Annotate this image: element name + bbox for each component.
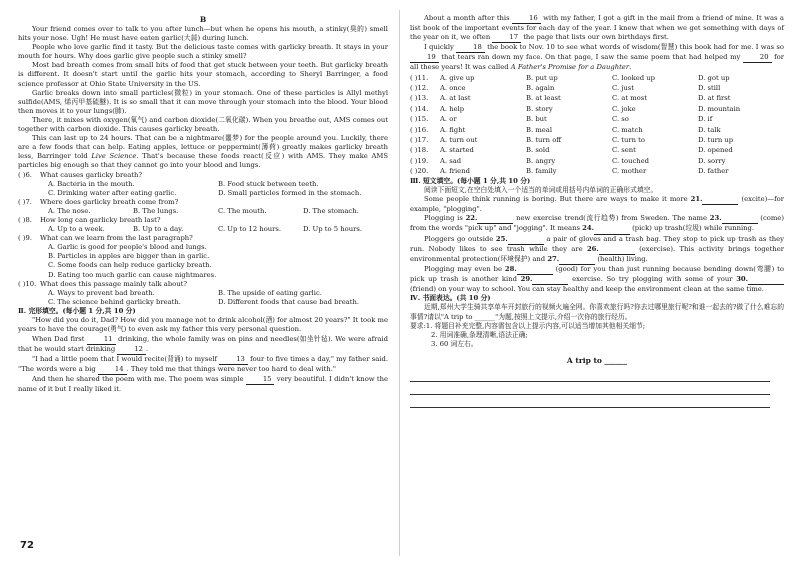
- column-divider: [399, 10, 400, 556]
- cloze-option-row: ( )14. A. help B. story C. joke D. mountain: [410, 104, 784, 114]
- option[interactable]: C. Drinking water after eating garlic.: [48, 188, 177, 197]
- blank-30[interactable]: [748, 275, 784, 285]
- essay-title: A trip to ______: [566, 355, 628, 365]
- section-label: B: [199, 15, 207, 24]
- option[interactable]: B. turn off: [526, 136, 562, 144]
- option[interactable]: C. at most: [612, 94, 647, 103]
- fill-paragraph: Ploggers go outside 25. a pair of gloves and a trash bag. They stop to pick up trash as they run. Nobody likes to see trash while they are 26. (exercise). This activity brings together environmental protection(环境保护) and 27. (health) living.: [410, 235, 784, 265]
- blank-18[interactable]: 18: [456, 43, 485, 53]
- option[interactable]: A. friend: [440, 167, 470, 176]
- option[interactable]: B. put up: [526, 73, 558, 82]
- blank-24[interactable]: [594, 224, 630, 234]
- option[interactable]: B. meal: [526, 125, 553, 134]
- blank-19[interactable]: 19: [410, 53, 439, 63]
- option[interactable]: A. Up to a week.: [48, 225, 105, 234]
- option[interactable]: B. sold: [526, 146, 550, 155]
- fill-paragraph: Some people think running is boring. But there are ways to make it more 21. (excite)—for example, "plogging".: [410, 195, 784, 214]
- blank-28[interactable]: [517, 265, 553, 275]
- option[interactable]: D. Eating too much garlic can cause nightmares.: [48, 270, 217, 279]
- option[interactable]: C. joke: [612, 104, 636, 113]
- option[interactable]: D. father: [698, 167, 729, 176]
- cloze-option-row: ( )11. A. give up B. put up C. looked up D. got up: [410, 73, 784, 83]
- option[interactable]: D. if: [698, 115, 713, 124]
- blank-20[interactable]: 20: [743, 53, 772, 63]
- passage-paragraph: There, it mixes with oxygen(氧气) and carbon dioxide(二氧化碳). When you breathe out, AMS comes out together with carbon dioxide. This causes garlicky breath.: [18, 115, 388, 134]
- option[interactable]: B. but: [526, 115, 547, 124]
- question-8: ( )8. How long can garlicky breath last?: [18, 215, 161, 224]
- question-7: ( )7. Where does garlicky breath come from?: [18, 197, 179, 206]
- option[interactable]: D. got up: [698, 73, 730, 82]
- option[interactable]: C. just: [612, 83, 634, 92]
- options-10: [18, 298, 388, 307]
- writing-requirement: 要求:1. 将题目补充完整,内容需包含以上提示内容,可以适当增加其他相关细节;: [410, 321, 646, 330]
- options-7: [18, 207, 388, 216]
- blank-27[interactable]: [559, 255, 595, 265]
- blank-14[interactable]: 14: [98, 365, 127, 375]
- option[interactable]: B. again: [526, 83, 555, 92]
- option[interactable]: D. mountain: [698, 104, 741, 113]
- option[interactable]: C. Up to 12 hours.: [218, 225, 282, 234]
- section-2-title: Ⅱ. 完形填空。(每小题 1 分,共 10 分): [18, 306, 136, 315]
- option[interactable]: B. at least: [526, 94, 561, 103]
- option[interactable]: A. at last: [440, 94, 471, 103]
- left-column: [18, 14, 388, 394]
- writing-prompt: 近期,郑州大学生骑共享单车开封旅行的视频火遍全网。你喜欢旅行吗?你去过哪里旅行呢?和谁一起去的?做了什么难忘的事情?请以"A trip to ______"为题,按照上文提示,介绍一次你的旅行经历。: [410, 303, 784, 321]
- blank-23[interactable]: [722, 214, 758, 224]
- option[interactable]: C. so: [612, 115, 629, 124]
- blank-29[interactable]: [532, 275, 568, 285]
- writing-line[interactable]: [410, 369, 770, 382]
- section-3-instructions: 阅读下面短文,在空白处填入一个适当的单词或用括号内单词的正确形式填空。: [424, 186, 658, 195]
- option[interactable]: A. Bacteria in the mouth.: [48, 179, 135, 188]
- option[interactable]: B. The lungs.: [133, 206, 179, 215]
- blank-15[interactable]: 15: [246, 375, 275, 385]
- blank-12[interactable]: 12: [117, 345, 146, 355]
- option[interactable]: C. The mouth.: [218, 206, 267, 215]
- option[interactable]: A. once: [440, 83, 466, 92]
- blank-21[interactable]: [702, 195, 738, 205]
- option[interactable]: B. family: [526, 167, 557, 176]
- option[interactable]: C. mother: [612, 167, 647, 176]
- answer-slot[interactable]: ( )6.: [18, 170, 32, 179]
- option[interactable]: A. turn out: [440, 136, 478, 144]
- option[interactable]: A. give up: [440, 73, 475, 82]
- option[interactable]: B. The upside of eating garlic.: [218, 288, 322, 297]
- option[interactable]: C. match: [612, 125, 643, 134]
- blank-16[interactable]: 16: [512, 14, 541, 24]
- option[interactable]: A. sad: [440, 156, 462, 165]
- option[interactable]: D. opened: [698, 146, 733, 155]
- cloze-paragraph: About a month after this 16 with my father, I got a gift in the mail from a friend of mine. It was a list book of the important events for each day of the year. I knew that when we get something with days of the year on it, we often 17 the page that lists our own birthdays first.: [410, 14, 784, 43]
- blank-26[interactable]: [599, 245, 635, 255]
- answer-slot[interactable]: ( )9.: [18, 234, 32, 243]
- option[interactable]: C. sent: [612, 146, 636, 155]
- writing-line[interactable]: [410, 395, 770, 408]
- cloze-option-row: ( )15. A. or B. but C. so D. if: [410, 114, 784, 124]
- option[interactable]: D. at first: [698, 94, 731, 103]
- option[interactable]: A. or: [440, 115, 457, 124]
- option[interactable]: A. started: [440, 146, 474, 155]
- option[interactable]: B. Food stuck between teeth.: [218, 179, 319, 188]
- option[interactable]: A. Garlic is good for people's blood and lungs.: [48, 243, 207, 252]
- option[interactable]: D. Up to 5 hours.: [303, 225, 362, 234]
- blank-17[interactable]: 17: [492, 33, 521, 43]
- blank-22[interactable]: [477, 214, 513, 224]
- passage-paragraph: This can last up to 24 hours. That can be a nightmare(噩梦) for the people around you. Luckily, there are a few foods that can help. Eating apples, lettuce or peppermint(薄荷) greatly makes garlicky breath less, Barringer told Live Science. That's because these foods react(反应) with AMS. They make AMS particles big enough so that they cannot go into your blood and lungs.: [18, 134, 388, 170]
- page-number: 72: [20, 540, 34, 551]
- blank-25[interactable]: [508, 235, 544, 245]
- fill-paragraph: Plogging may even be 28. (good) for you than just running because bending down(弯腰) to pick up trash is another kind 29. exercise. So try plogging with some of your 30. (friend) on your way to school. You can stay healthy and keep the environment clean at the same time.: [410, 264, 784, 293]
- section-4-title: Ⅳ. 书面表达。(共 10 分): [410, 294, 491, 303]
- cloze-paragraph: When Dad first 11 drinking, the whole family was on pins and needles(如坐针毡). We were afraid that he would start drinking 12 .: [18, 335, 388, 355]
- option[interactable]: C. touched: [612, 156, 650, 165]
- option[interactable]: A. fight: [440, 125, 466, 134]
- option[interactable]: B. Particles in apples are bigger than in garlic.: [48, 252, 210, 261]
- passage-paragraph: Most bad breath comes from small bits of food that get stuck between your teeth. But garlicky breath is different. It doesn't start until the garlic hits your stomach, according to Sheryl Barringer, a food science professor at Ohio State University in the US.: [18, 61, 388, 88]
- option[interactable]: D. Different foods that cause bad breath.: [218, 297, 360, 306]
- option[interactable]: D. Small particles formed in the stomach.: [218, 188, 362, 197]
- cloze-options-grid: [410, 73, 784, 177]
- option[interactable]: C. The science behind garlicky breath.: [48, 297, 181, 306]
- section-3-title: Ⅲ. 短文填空。(每小题 1 分,共 10 分): [410, 176, 531, 185]
- cloze-option-row: ( )20. A. friend B. family C. mother D. father: [410, 166, 784, 176]
- writing-requirement: 3. 60 词左右。: [431, 339, 478, 348]
- option[interactable]: B. angry: [526, 156, 556, 165]
- option[interactable]: C. looked up: [612, 73, 656, 82]
- option[interactable]: C. Some foods can help reduce garlicky breath.: [48, 261, 212, 270]
- passage-paragraph: People who love garlic find it tasty. But the delicious taste comes with garlicky breath. It stays in your mouth for hours. Why does garlic give people such a stinky smell?: [18, 43, 388, 61]
- cloze-option-row: ( )18. A. started B. sold C. sent D. opened: [410, 145, 784, 155]
- options-10: [18, 289, 388, 298]
- option[interactable]: A. Ways to prevent bad breath.: [48, 288, 155, 297]
- cloze-option-row: ( )16. A. fight B. meal C. match D. talk: [410, 125, 784, 135]
- passage-paragraph: Your friend comes over to talk to you after lunch—but when he opens his mouth, a stinky(臭的) smell hits your nose. Ugh! He must have eaten garlic(大蒜) during lunch.: [18, 25, 388, 43]
- right-column: [410, 14, 784, 408]
- blank-13[interactable]: 13: [219, 355, 248, 365]
- writing-line[interactable]: [410, 382, 770, 395]
- question-6: ( )6. What causes garlicky breath?: [18, 170, 143, 179]
- answer-slot[interactable]: ( )10.: [18, 279, 37, 288]
- cloze-option-row: ( )19. A. sad B. angry C. touched D. sorry: [410, 156, 784, 166]
- cloze-paragraph: "I had a little poem that I would recite(背诵) to myself 13 four to five times a day," my father said. "The words were a big 14 . They told me that things were never too hard to deal with.": [18, 355, 388, 375]
- option[interactable]: B. story: [526, 104, 553, 113]
- cloze-option-row: ( )12. A. once B. again C. just D. still: [410, 83, 784, 93]
- answer-slot[interactable]: ( )8.: [18, 215, 32, 224]
- option[interactable]: A. The nose.: [48, 206, 91, 215]
- cloze-option-row: ( )17. A. turn out B. turn off C. turn to D. turn up: [410, 135, 784, 145]
- cloze-paragraph: I quickly 18 the book to Nov. 10 to see what words of wisdom(智慧) this book had for me. I was so 19 that tears ran down my face. On that page, I saw the same poem that had helped my 20 for all these years! It was called A Father's Promise for a Daughter.: [410, 43, 784, 72]
- fill-paragraph: Plogging is 22. new exercise trend(流行趋势) from Sweden. The name 23. (come) from the words "pick up" and "jogging". It means 24. (pick) up trash(垃圾) while running.: [410, 214, 784, 234]
- option[interactable]: D. still: [698, 83, 721, 92]
- cloze-option-row: ( )13. A. at last B. at least C. at most D. at first: [410, 93, 784, 103]
- question-9: ( )9. What can we learn from the last paragraph?: [18, 234, 193, 243]
- options-6: [18, 180, 388, 189]
- question-10: ( )10. What does this passage mainly talk about?: [18, 279, 188, 288]
- option[interactable]: D. The stomach.: [303, 206, 359, 215]
- answer-slot[interactable]: ( )7.: [18, 197, 32, 206]
- options-8: [18, 225, 388, 234]
- cloze-paragraph: "How did you do it, Dad? How did you manage not to drink alcohol(酒) for almost 20 years?" It took me years to have the courage(勇气) to even ask my father this very personal question.: [18, 316, 388, 334]
- option[interactable]: B. Up to a day.: [133, 225, 184, 234]
- option[interactable]: A. help: [440, 104, 465, 113]
- passage-paragraph: Garlic breaks down into small particles(微粒) in your stomach. One of these particles is Allyl methyl sulfide(AMS, 烯丙甲基硫醚). It is so small that it can move through your stomach into the blood. Your blood then moves it to your lungs(肺).: [18, 88, 388, 115]
- option[interactable]: C. turn to: [612, 136, 645, 144]
- option[interactable]: D. talk: [698, 125, 721, 134]
- option[interactable]: D. turn up: [698, 136, 734, 144]
- writing-requirement: 2. 用词准确,条理清晰,语法正确;: [431, 330, 528, 339]
- cloze-paragraph: And then he shared the poem with me. The poem was simple 15 very beautiful. I didn't know the name of it but I really liked it.: [18, 374, 388, 393]
- options-6: [18, 189, 388, 198]
- blank-11[interactable]: 11: [87, 335, 116, 345]
- option[interactable]: D. sorry: [698, 156, 726, 165]
